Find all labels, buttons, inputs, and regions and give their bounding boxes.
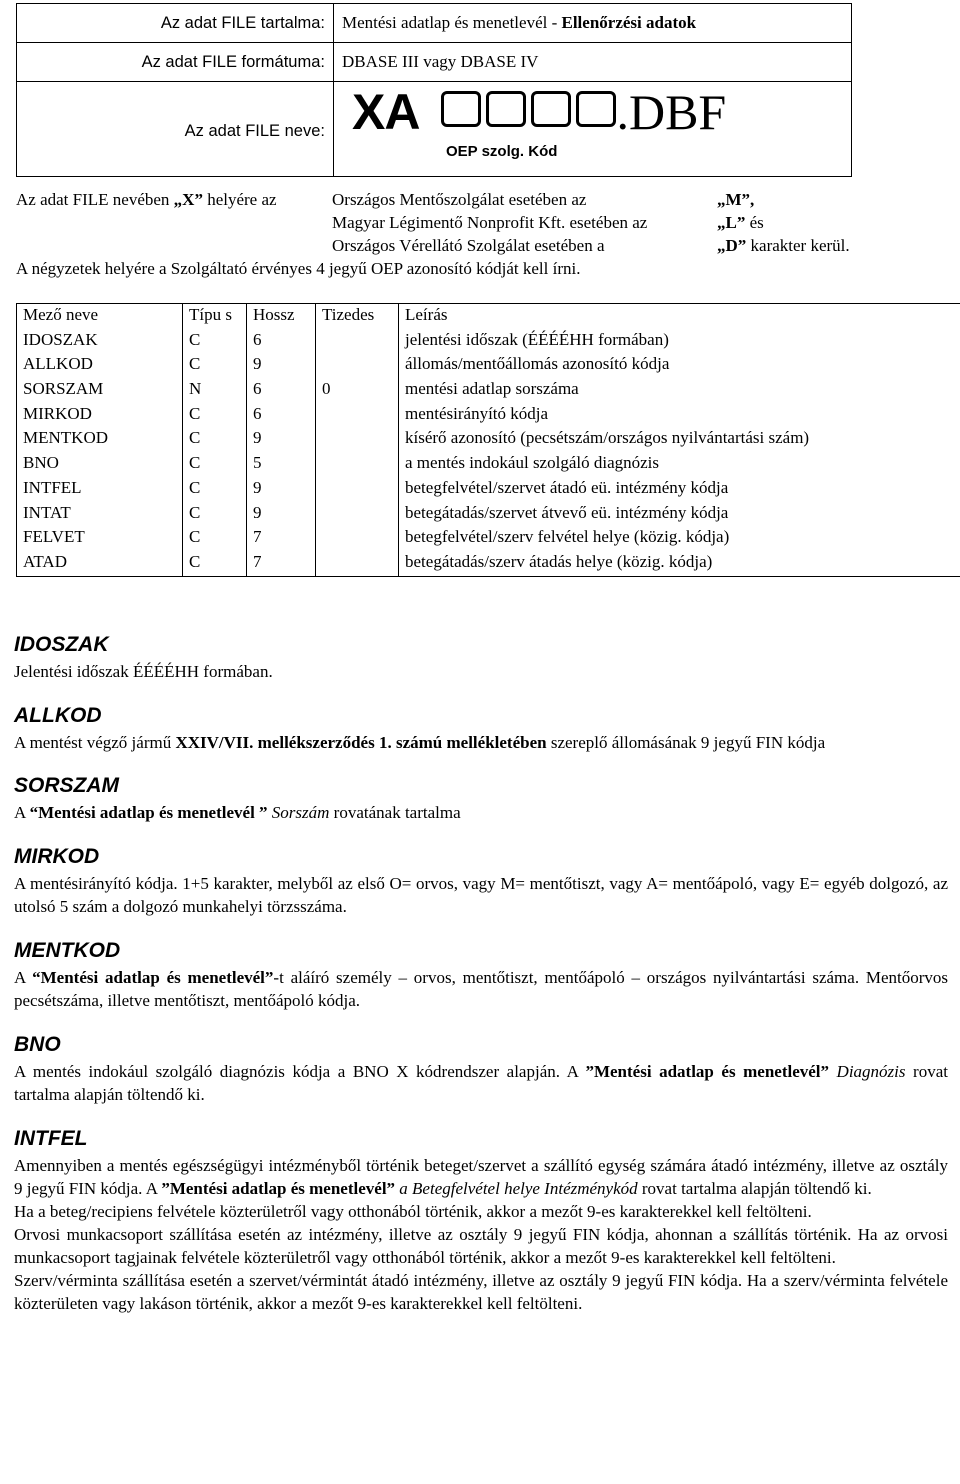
field-decimals [316, 403, 399, 428]
field-type: C [183, 403, 247, 428]
code-l: „L” és [717, 212, 764, 235]
table-row [17, 477, 960, 502]
field-length: 9 [247, 353, 316, 378]
section-mentkod [14, 937, 948, 1013]
field-description: kísérő azonosító (pecsétszám/országos nyilvántartási szám) [399, 427, 960, 452]
field-name: BNO [17, 452, 183, 477]
field-name: INTAT [17, 502, 183, 527]
section-text: A mentést végző jármű XXIV/VII. mellékszerződés 1. számú mellékletében szereplő állomásának 9 jegyű FIN kódja [14, 732, 948, 755]
field-length: 9 [247, 502, 316, 527]
field-name: ATAD [17, 551, 183, 576]
field-decimals [316, 551, 399, 576]
field-name: INTFEL [17, 477, 183, 502]
code-d: „D” karakter kerül. [717, 235, 850, 258]
code-m: „M”, [717, 189, 754, 212]
section-text: Orvosi munkacsoport szállítása esetén az intézmény, illetve az osztály 9 jegyű FIN kódja, ahonnan a szállítás történik. Ha az orvosi munkacsoport tagjainak felvétele közterületről vagy otthonából történik, akkor a mezőt 9-es karakterekkel kell feltölteni. [14, 1224, 948, 1270]
field-name: MENTKOD [17, 427, 183, 452]
table-row [17, 526, 960, 551]
provider-codes [14, 189, 948, 301]
document-page [0, 3, 960, 1316]
field-name: SORSZAM [17, 378, 183, 403]
field-length: 6 [247, 378, 316, 403]
field-description: betegátadás/szervet átvevő eü. intézmény kódja [399, 502, 960, 527]
field-decimals: 0 [316, 378, 399, 403]
section-allkod [14, 702, 948, 755]
section-idoszak [14, 631, 948, 684]
field-length: 9 [247, 477, 316, 502]
section-title: MIRKOD [14, 843, 948, 871]
file-name-pattern [352, 82, 726, 142]
file-name-prefix: XA [352, 84, 419, 140]
col-header-length: Hossz [247, 304, 316, 329]
field-description: betegfelvétel/szerv felvétel helye (közig. kódja) [399, 526, 960, 551]
table-row [17, 427, 960, 452]
section-mirkod [14, 843, 948, 919]
field-name: MIRKOD [17, 403, 183, 428]
field-description: mentési adatlap sorszáma [399, 378, 960, 403]
field-type: C [183, 353, 247, 378]
col-header-name: Mező neve [17, 304, 183, 329]
file-format-label: Az adat FILE formátuma: [17, 43, 334, 82]
table-row [17, 329, 960, 354]
field-decimals [316, 353, 399, 378]
field-decimals [316, 452, 399, 477]
section-title: ALLKOD [14, 702, 948, 730]
field-decimals [316, 427, 399, 452]
field-decimals [316, 526, 399, 551]
table-row [17, 452, 960, 477]
field-definition-table [16, 303, 960, 577]
table-header-row [17, 304, 960, 329]
code-box [576, 91, 616, 127]
field-name: IDOSZAK [17, 329, 183, 354]
file-extension: .DBF [616, 84, 726, 140]
field-length: 5 [247, 452, 316, 477]
oep-instruction: A négyzetek helyére a Szolgáltató érvényes 4 jegyű OEP azonosító kódját kell írni. [16, 258, 580, 281]
field-decimals [316, 477, 399, 502]
section-sorszam [14, 772, 948, 825]
table-row [17, 353, 960, 378]
section-text: Amennyiben a mentés egészségügyi intézményből történik beteget/szervet a szállító egység számára átadó intézmény, illetve az osztály 9 jegyű FIN kódja. A ”Mentési adatlap és menetlevél” a Betegfelvétel helye Intézménykód rovat tartalma alapján töltendő ki. [14, 1155, 948, 1201]
code-box [486, 91, 526, 127]
section-text: Ha a beteg/recipiens felvétele közterületről vagy otthonából történik, akkor a mezőt 9-es karakterekkel kell feltölteni. [14, 1201, 948, 1224]
field-type: C [183, 551, 247, 576]
col-header-description: Leírás [399, 304, 960, 329]
table-row [17, 403, 960, 428]
field-length: 7 [247, 551, 316, 576]
section-title: BNO [14, 1031, 948, 1059]
code-box [441, 91, 481, 127]
org-2: Magyar Légimentő Nonprofit Kft. esetében az [332, 212, 647, 235]
table-row [17, 502, 960, 527]
org-1: Országos Mentőszolgálat esetében az [332, 189, 586, 212]
field-description: állomás/mentőállomás azonosító kódja [399, 353, 960, 378]
field-type: C [183, 526, 247, 551]
file-content-label: Az adat FILE tartalma: [17, 4, 334, 43]
section-text: A mentés indokául szolgáló diagnózis kódja a BNO X kódrendszer alapján. A ”Mentési adatlap és menetlevél” Diagnózis rovat tartalma alapján töltendő ki. [14, 1061, 948, 1107]
field-description: betegátadás/szerv átadás helye (közig. kódja) [399, 551, 960, 576]
table-row [17, 378, 960, 403]
section-title: SORSZAM [14, 772, 948, 800]
file-info-table [16, 3, 852, 177]
file-format-value: DBASE III vagy DBASE IV [334, 43, 852, 82]
oep-code-note: OEP szolg. Kód [446, 142, 557, 162]
file-content-value: Mentési adatlap és menetlevél - Ellenőrzési adatok [334, 4, 852, 43]
field-type: C [183, 329, 247, 354]
section-text: Jelentési időszak ÉÉÉÉHH formában. [14, 661, 948, 684]
field-name: FELVET [17, 526, 183, 551]
field-decimals [316, 502, 399, 527]
section-text: A mentésirányító kódja. 1+5 karakter, melyből az első O= orvos, vagy M= mentőtiszt, vagy A= mentőápoló, vagy E= egyéb dolgozó, az utolsó 5 szám a dolgozó munkahelyi törzsszáma. [14, 873, 948, 919]
code-box [531, 91, 571, 127]
field-type: N [183, 378, 247, 403]
col-header-type: Típu s [183, 304, 247, 329]
section-title: IDOSZAK [14, 631, 948, 659]
section-title: INTFEL [14, 1125, 948, 1153]
field-decimals [316, 329, 399, 354]
file-name-value [334, 82, 852, 177]
field-description: jelentési időszak (ÉÉÉÉHH formában) [399, 329, 960, 354]
section-title: MENTKOD [14, 937, 948, 965]
field-name: ALLKOD [17, 353, 183, 378]
field-type: C [183, 452, 247, 477]
field-type: C [183, 477, 247, 502]
col-header-decimals: Tizedes [316, 304, 399, 329]
file-name-label: Az adat FILE neve: [17, 82, 334, 177]
field-description: a mentés indokául szolgáló diagnózis [399, 452, 960, 477]
field-length: 7 [247, 526, 316, 551]
section-text: A “Mentési adatlap és menetlevél”-t aláíró személy – orvos, mentőtiszt, mentőápoló – országos nyilvántartási száma. Mentőorvos pecsétszáma, illetve mentőtiszt, mentőápoló kódja. [14, 967, 948, 1013]
org-3: Országos Vérellátó Szolgálat esetében a [332, 235, 605, 258]
section-text: A “Mentési adatlap és menetlevél ” Sorszám rovatának tartalma [14, 802, 948, 825]
field-descriptions [14, 631, 948, 1316]
field-type: C [183, 427, 247, 452]
field-type: C [183, 502, 247, 527]
field-description: betegfelvétel/szervet átadó eü. intézmény kódja [399, 477, 960, 502]
section-intfel [14, 1125, 948, 1316]
field-length: 6 [247, 329, 316, 354]
table-row [17, 551, 960, 576]
field-description: mentésirányító kódja [399, 403, 960, 428]
field-length: 6 [247, 403, 316, 428]
codes-intro: Az adat FILE nevében „X” helyére az [16, 189, 277, 212]
section-bno [14, 1031, 948, 1107]
section-text: Szerv/vérminta szállítása esetén a szervet/vérmintát átadó intézmény, illetve az osztály 9 jegyű FIN kódja. Ha a szerv/vérminta felvétele közterületen vagy lakáson történik, akkor a mezőt 9-es karakterekkel kell feltölteni. [14, 1270, 948, 1316]
field-length: 9 [247, 427, 316, 452]
